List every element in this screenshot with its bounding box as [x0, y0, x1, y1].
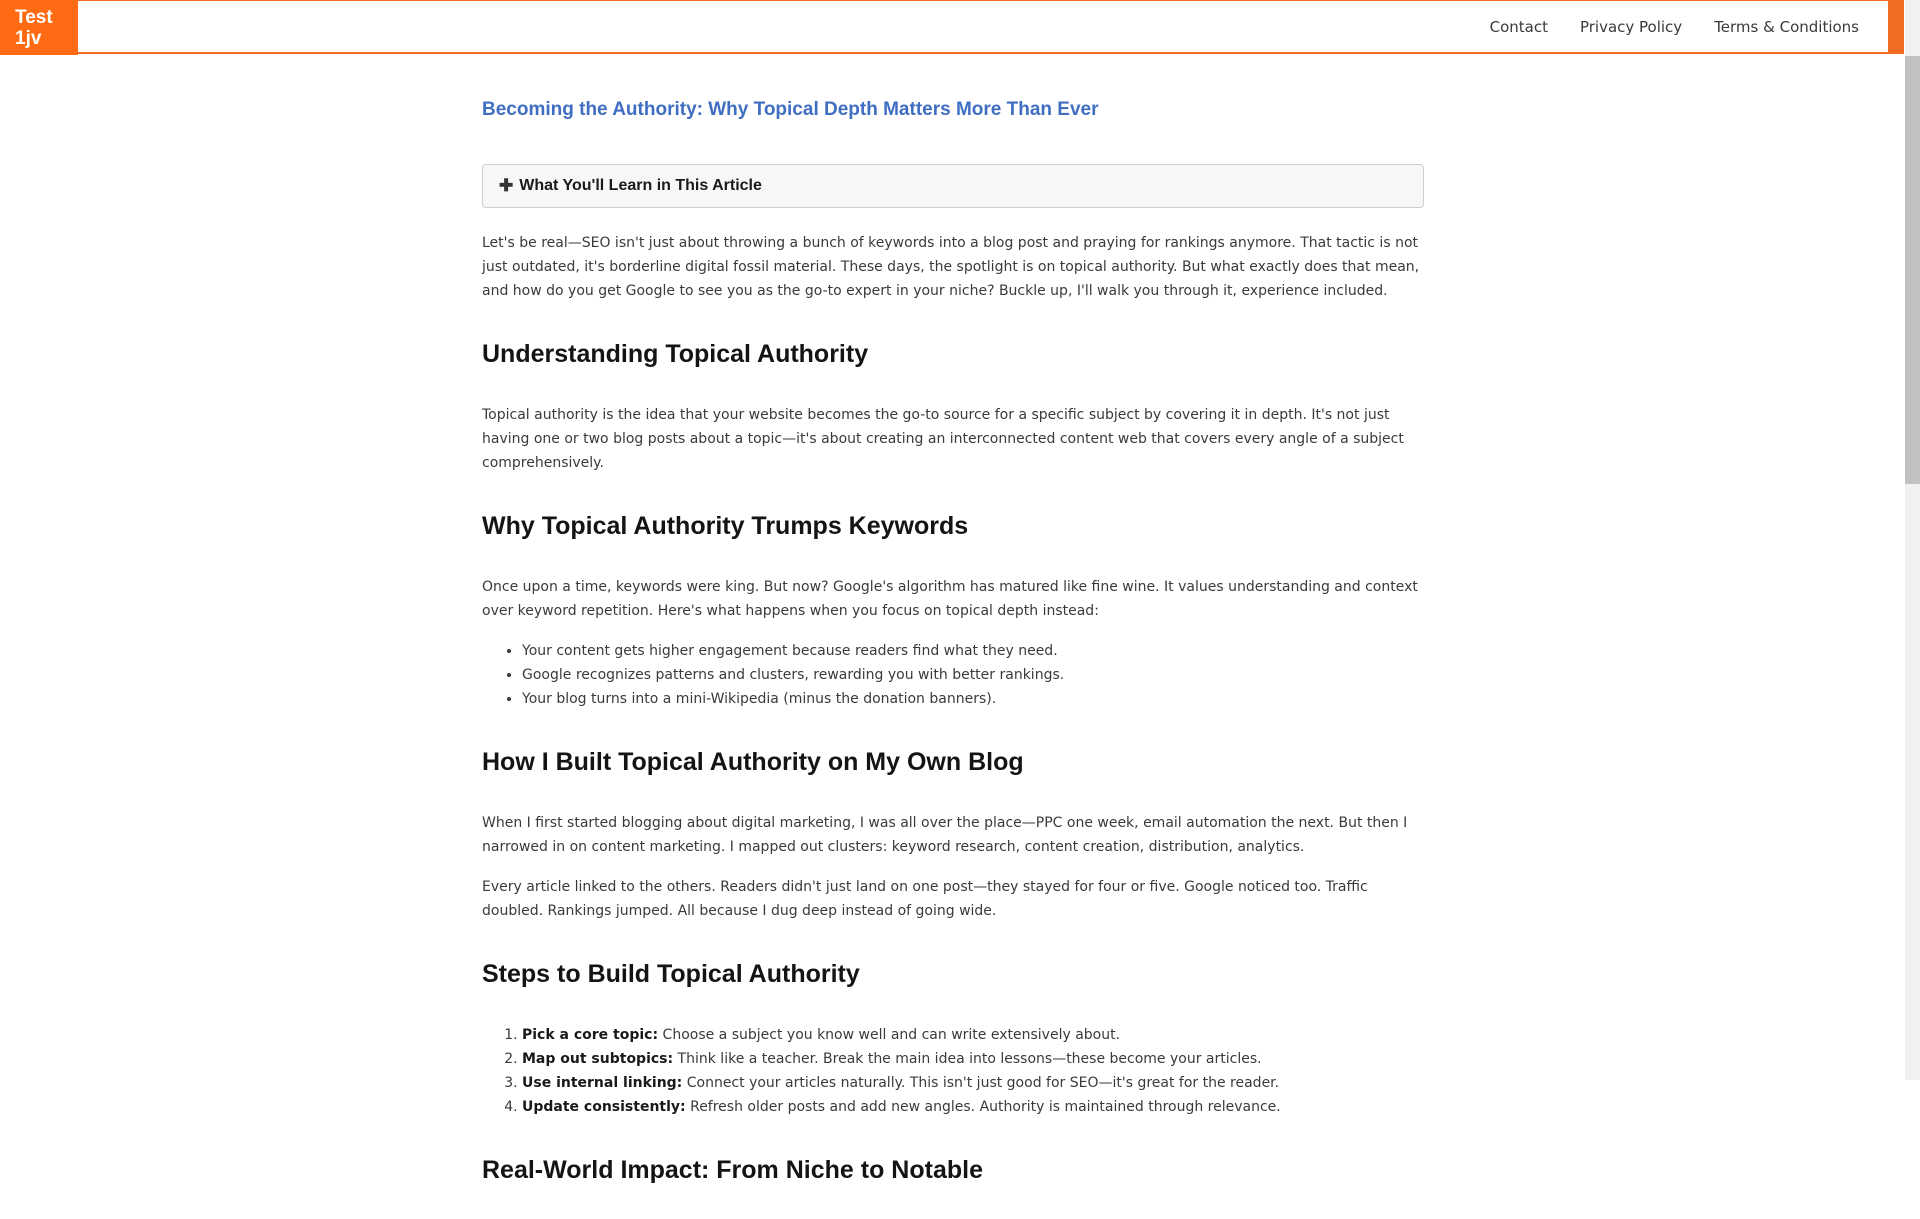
step-title: Pick a core topic: [522, 1027, 659, 1043]
step-text: Think like a teacher. Break the main idea into lessons—these become your articles. [673, 1051, 1262, 1067]
site-logo[interactable] [0, 0, 78, 55]
nav-contact[interactable]: Contact [1489, 18, 1548, 36]
steps-list [482, 1023, 1424, 1119]
plus-icon: ✚ [499, 176, 514, 195]
toc-label: What You'll Learn in This Article [519, 177, 762, 194]
section-heading: Real-World Impact: From Niche to Notable [482, 1156, 983, 1184]
main-nav [1474, 1, 1875, 53]
section-paragraph: When I first started blogging about digital marketing, I was all over the place—PPC one week, email automation the next. But then I narrowed in on content marketing. I mapped out clusters: keyword research, content creation, distribution, analytics. [482, 815, 1408, 855]
section-paragraph: Once upon a time, keywords were king. But now? Google's algorithm has matured like fine wine. It values understanding and context over keyword repetition. Here's what happens when you focus on topical depth instead: [482, 579, 1418, 619]
nav-privacy-policy[interactable]: Privacy Policy [1579, 18, 1683, 36]
step-title: Update consistently: [522, 1099, 686, 1115]
step-title: Map out subtopics: [522, 1051, 674, 1067]
step-title: Use internal linking: [522, 1075, 683, 1091]
section-paragraph: Every article linked to the others. Readers didn't just land on one post—they stayed for four or five. Google noticed too. Traffic doubled. Rankings jumped. All because I dug deep instead of going wide. [482, 879, 1368, 919]
section-heading: Understanding Topical Authority [482, 340, 869, 368]
list-item: • Your blog turns into a mini-Wikipedia (minus the donation banners). [522, 687, 1424, 711]
section-heading: Steps to Build Topical Authority [482, 960, 860, 988]
article-title[interactable]: Becoming the Authority: Why Topical Depth Matters More Than Ever [482, 99, 1099, 120]
step-text: Refresh older posts and add new angles. Authority is maintained through relevance. [685, 1099, 1281, 1115]
section-paragraph: Topical authority is the idea that your website becomes the go-to source for a specific subject by covering it in depth. It's not just having one or two blog posts about a topic—it's about creating an interconnected content web that covers every angle of a subject comprehensively. [482, 407, 1404, 471]
list-item [522, 1071, 1424, 1095]
scrollbar-thumb[interactable] [1905, 56, 1920, 484]
nav-terms-conditions[interactable]: Terms & Conditions [1714, 18, 1859, 36]
list-item [522, 1023, 1424, 1047]
logo-line-1: Test [15, 7, 53, 28]
article [482, 56, 1424, 1219]
list-item [522, 1095, 1424, 1119]
step-text: Choose a subject you know well and can write extensively about. [658, 1027, 1121, 1043]
section-heading: Why Topical Authority Trumps Keywords [482, 512, 969, 540]
logo-line-2: 1jv [15, 28, 42, 49]
list-item: • Your content gets higher engagement because readers find what they need. [522, 639, 1424, 663]
page-scrollbar[interactable] [1905, 0, 1920, 1080]
section-heading: How I Built Topical Authority on My Own Blog [482, 748, 1024, 776]
benefits-list [482, 639, 1424, 711]
intro-paragraph: Let's be real—SEO isn't just about throwing a bunch of keywords into a blog post and praying for rankings anymore. That tactic is not just outdated, it's borderline digital fossil material. These days, the spotlight is on topical authority. But what exactly does that mean, and how do you get Google to see you as the go-to expert in your niche? Buckle up, I'll walk you through it, experience included. [482, 235, 1420, 299]
list-item [522, 1047, 1424, 1071]
list-item: • Google recognizes patterns and clusters, rewarding you with better rankings. [522, 663, 1424, 687]
step-text: Connect your articles naturally. This isn't just good for SEO—it's great for the reader. [682, 1075, 1280, 1091]
table-of-contents-toggle[interactable] [482, 164, 1424, 208]
site-header [0, 0, 1904, 54]
